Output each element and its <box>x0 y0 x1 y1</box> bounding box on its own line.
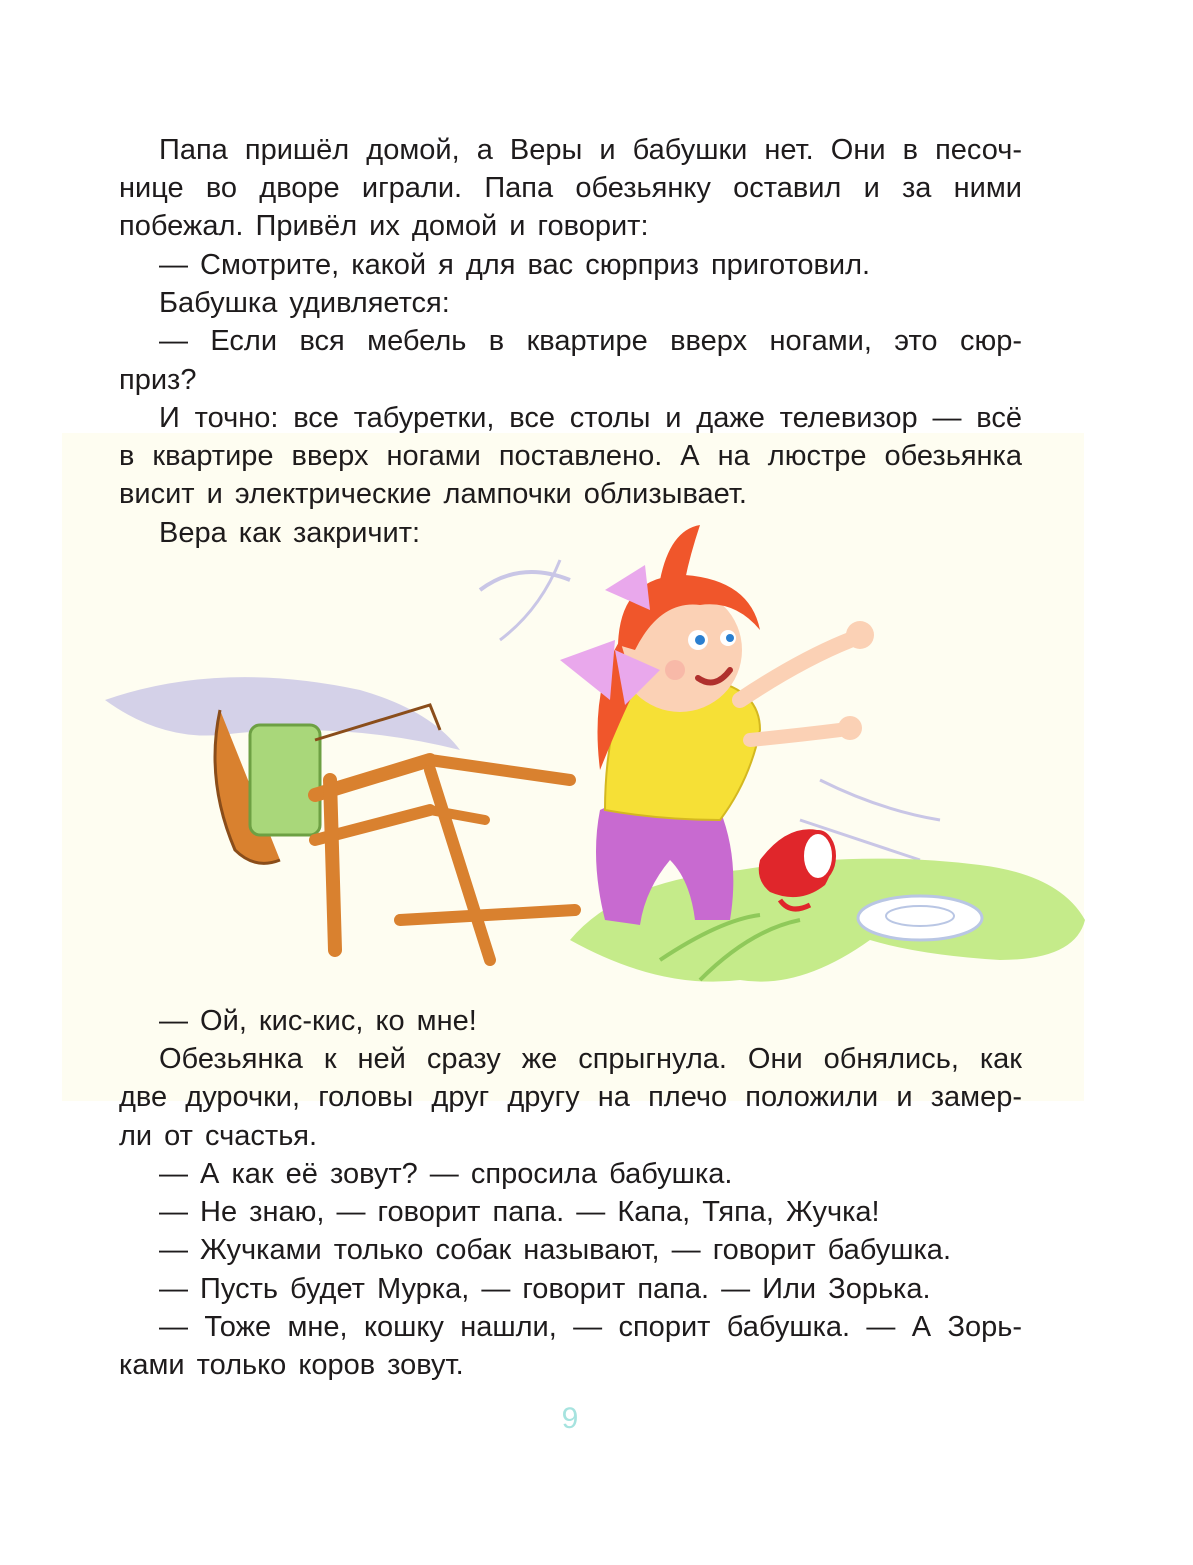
text-line: Обезьянка к ней сразу же спрыгнула. Они обнялись, как <box>159 1043 1022 1075</box>
text-line: — Пусть будет Мурка, — говорит папа. — Или Зорька. <box>159 1273 931 1305</box>
text-line: висит и электрические лампочки облизывает. <box>119 478 747 510</box>
text-line: — Жучками только собак называют, — говорит бабушка. <box>159 1234 951 1266</box>
text-line: — А как её зовут? — спросила бабушка. <box>159 1158 733 1190</box>
text-line: — Не знаю, — говорит папа. — Капа, Тяпа, Жучка! <box>159 1196 880 1228</box>
text-line: — Смотрите, какой я для вас сюрприз приготовил. <box>159 249 871 281</box>
text-line: нице во дворе играли. Папа обезьянку оставил и за ними <box>119 172 1022 204</box>
page-number: 9 <box>561 1402 579 1435</box>
text-line: — Тоже мне, кошку нашли, — спорит бабушка. — А Зорь- <box>159 1311 1022 1343</box>
text-line: И точно: все табуретки, все столы и даже телевизор — всё <box>159 402 1022 434</box>
girl-with-overturned-chair-icon <box>100 520 1090 1000</box>
text-line: ками только коров зовут. <box>119 1349 464 1381</box>
text-line: Папа пришёл домой, а Веры и бабушки нет. Они в песоч- <box>159 134 1022 166</box>
text-line: приз? <box>119 364 197 396</box>
text-line: — Если вся мебель в квартире вверх ногами, это сюр- <box>159 325 1022 357</box>
text-line: Бабушка удивляется: <box>159 287 450 319</box>
text-line: ли от счастья. <box>119 1120 318 1152</box>
text-line: — Ой, кис-кис, ко мне! <box>159 1005 477 1037</box>
text-line: в квартире вверх ногами поставлено. А на люстре обезьянка <box>119 440 1022 472</box>
text-line: побежал. Привёл их домой и говорит: <box>119 210 649 242</box>
text-line: Вера как закричит: <box>159 517 421 549</box>
text-line: две дурочки, головы друг другу на плечо положили и замер- <box>119 1081 1022 1113</box>
